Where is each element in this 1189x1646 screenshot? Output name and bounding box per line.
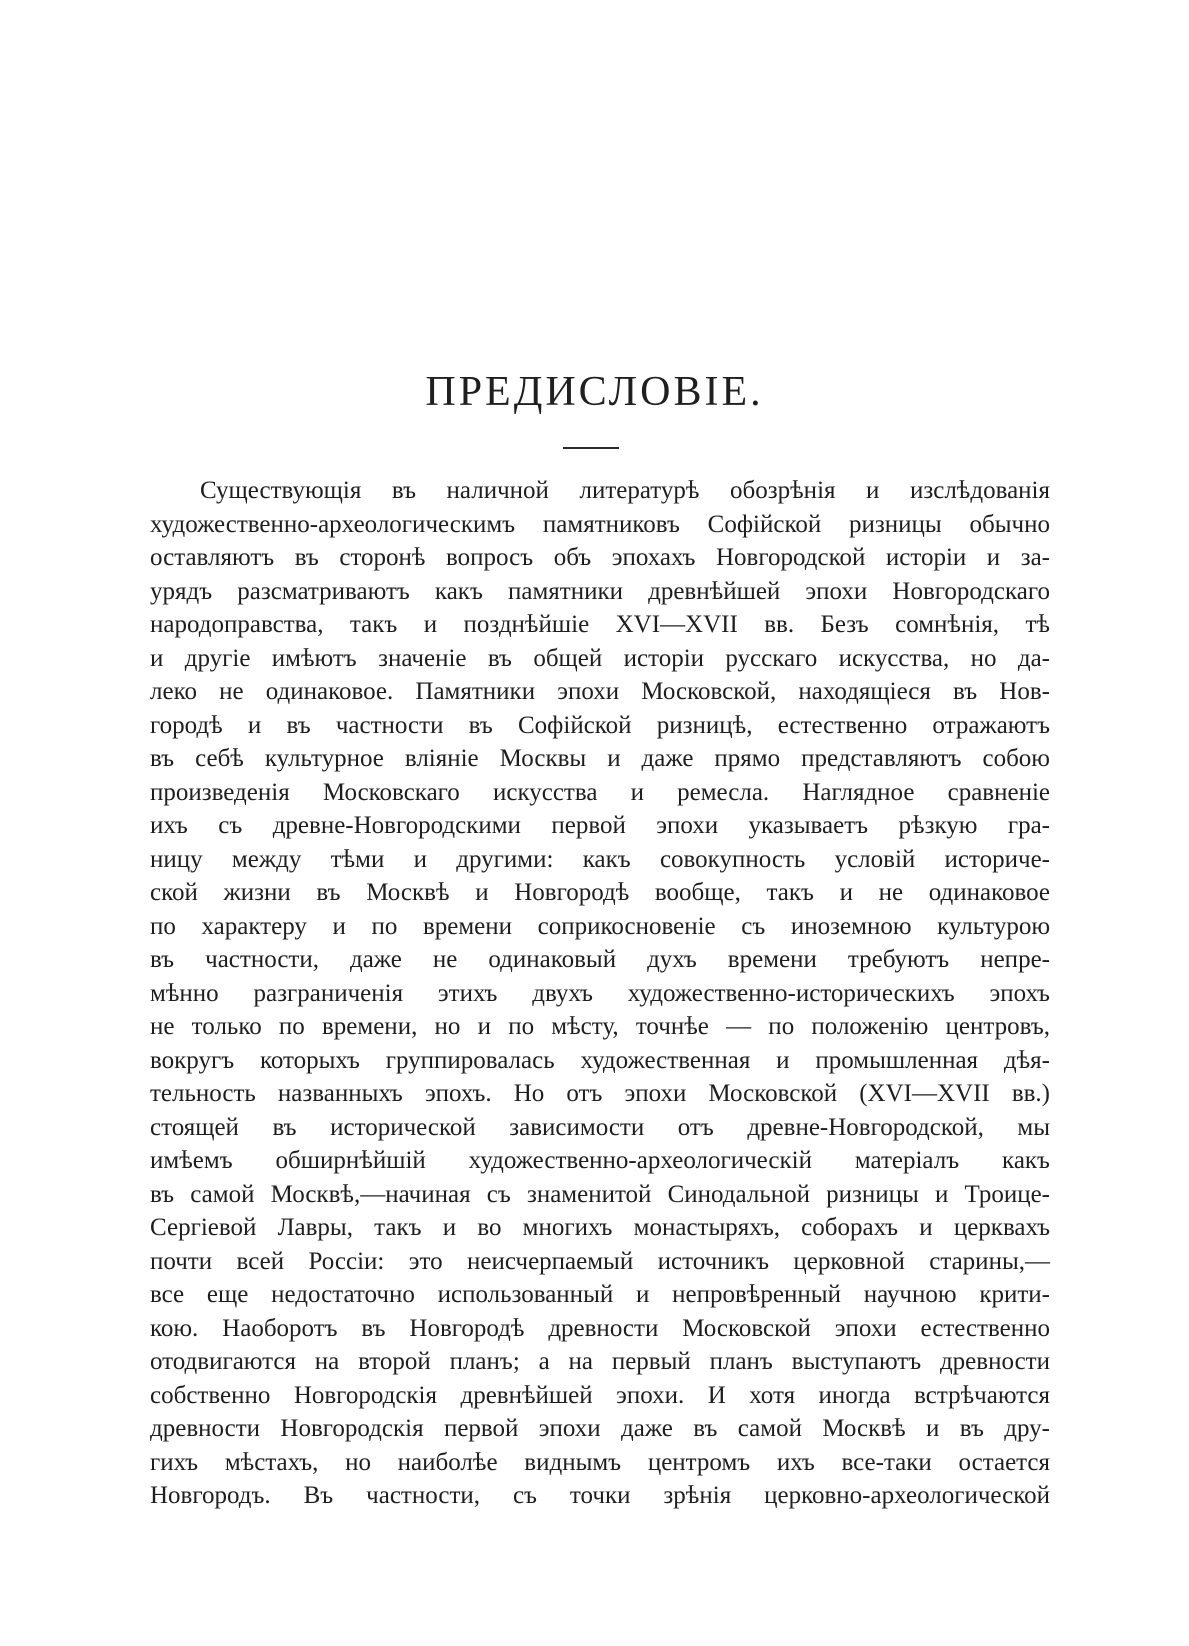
- text-line: городѣ и въ частности въ Софійской ризницѣ, естественно отражаютъ: [150, 711, 1050, 739]
- text-line: стоящей въ исторической зависимости отъ древне-Новгородской, мы: [150, 1113, 1050, 1141]
- text-line: Новгородъ. Въ частности, съ точки зрѣнія церковно-археологической: [150, 1482, 1050, 1509]
- text-line: художественно-археологическимъ памятниковъ Софійской ризницы обычно: [150, 510, 1050, 538]
- text-line: собственно Новгородскія древнѣйшей эпохи. И хотя иногда встрѣчаются: [150, 1381, 1050, 1409]
- text-line: Сергіевой Лавры, такъ и во многихъ монастыряхъ, соборахъ и церквахъ: [150, 1214, 1050, 1241]
- text-line: ницу между тѣми и другими: какъ совокупность условій историче-: [150, 845, 1050, 873]
- text-line: гихъ мѣстахъ, но наиболѣе виднымъ центромъ ихъ все-таки остается: [150, 1448, 1050, 1476]
- text-line: не только по времени, но и по мѣсту, точнѣе — по положенію центровъ,: [150, 1013, 1050, 1040]
- text-line: имѣемъ обширнѣйшій художественно-археологическій матеріалъ какъ: [150, 1147, 1050, 1174]
- text-line: отодвигаются на второй планъ; а на первый планъ выступаютъ древности: [150, 1348, 1050, 1375]
- text-line: все еще недостаточно использованный и непровѣренный научною крити-: [150, 1281, 1050, 1308]
- text-line: и другіе имѣютъ значеніе въ общей исторіи русскаго искусства, но да-: [150, 644, 1050, 672]
- text-line: народоправства, такъ и позднѣйшіе XVI—XVII вв. Безъ сомнѣнія, тѣ: [150, 611, 1050, 638]
- text-line: въ себѣ культурное вліяніе Москвы и даже прямо представляютъ собою: [150, 745, 1050, 772]
- preface-text: [150, 474, 1050, 1513]
- text-line: Существующія въ наличной литературѣ обозрѣнія и изслѣдованія: [200, 477, 1050, 504]
- title-divider: [563, 447, 619, 449]
- text-line: почти всей Россіи: это неисчерпаемый источникъ церковной старины,—: [150, 1247, 1050, 1275]
- text-line: урядъ разсматриваютъ какъ памятники древнѣйшей эпохи Новгородскаго: [150, 577, 1050, 605]
- text-line: вокругъ которыхъ группировалась художественная и промышленная дѣя-: [150, 1046, 1050, 1074]
- text-line: ской жизни въ Москвѣ и Новгородѣ вообще, такъ и не одинаковое: [150, 879, 1050, 906]
- text-line: произведенія Московскаго искусства и ремесла. Наглядное сравненіе: [150, 778, 1050, 806]
- text-line: оставляютъ въ сторонѣ вопросъ объ эпохахъ Новгородской исторіи и за-: [150, 544, 1050, 571]
- text-line: древности Новгородскія первой эпохи даже въ самой Москвѣ и въ дру-: [150, 1415, 1050, 1442]
- text-line: по характеру и по времени соприкосновеніе съ иноземною культурою: [150, 912, 1050, 940]
- text-line: мѣнно разграниченія этихъ двухъ художественно-историческихъ эпохъ: [150, 979, 1050, 1007]
- text-line: въ самой Москвѣ,—начиная съ знаменитой Синодальной ризницы и Троице-: [150, 1180, 1050, 1208]
- text-line: леко не одинаковое. Памятники эпохи Московской, находящіеся въ Нов-: [150, 678, 1050, 705]
- text-line: въ частности, даже не одинаковый духъ времени требуютъ непре-: [150, 946, 1050, 973]
- page-title: ПРЕДИСЛОВІЕ.: [425, 369, 764, 415]
- text-line: ихъ съ древне-Новгородскими первой эпохи указываетъ рѣзкую гра-: [150, 812, 1050, 839]
- text-line: кою. Наоборотъ въ Новгородѣ древности Московской эпохи естественно: [150, 1314, 1050, 1342]
- text-line: тельность названныхъ эпохъ. Но отъ эпохи Московской (XVI—XVII вв.): [150, 1080, 1050, 1107]
